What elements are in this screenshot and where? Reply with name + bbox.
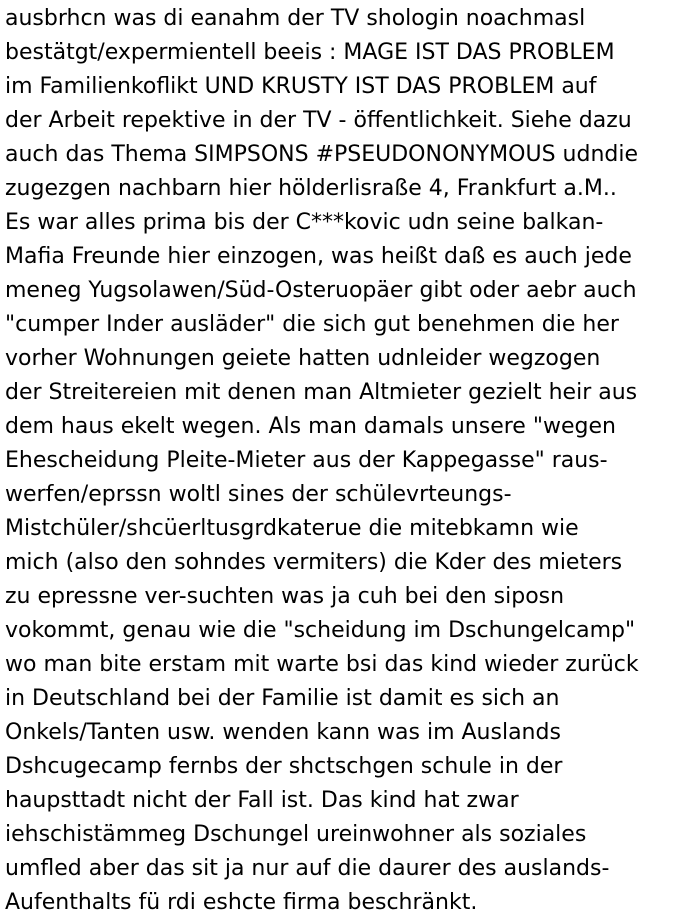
text-line: auch das Thema SIMPSONS #PSEUDONONYMOUS udndie [5, 142, 638, 167]
text-line: "cumper Inder ausläder" die sich gut benehmen die her [5, 312, 619, 337]
text-line: umfled aber das sit ja nur auf die daurer des auslands- [5, 856, 610, 881]
text-line: mich (also den sohndes vermiters) die Kder des mieters [5, 550, 623, 575]
text-line: Mafia Freunde hier einzogen, was heißt daß es auch jede [5, 244, 632, 269]
text-line: haupsttadt nicht der Fall ist. Das kind hat zwar [5, 788, 519, 813]
text-line: Es war alles prima bis der C***kovic udn seine balkan- [5, 210, 604, 235]
text-line: der Streitereien mit denen man Altmieter gezielt heir aus [5, 380, 638, 405]
text-line: in Deutschland bei der Familie ist damit es sich an [5, 686, 560, 711]
text-line: werfen/eprssn woltl sines der schülevrteungs- [5, 482, 512, 507]
text-line: ausbrhcn was di eanahm der TV shologin noachmasl [5, 6, 586, 31]
text-line: Aufenthalts fü rdi eshcte firma beschränkt. [5, 890, 478, 915]
text-line: vokommt, genau wie die "scheidung im Dschungelcamp" [5, 618, 636, 643]
text-line: der Arbeit repektive in der TV - öffentlichkeit. Siehe dazu [5, 108, 632, 133]
text-line: Ehescheidung Pleite-Mieter aus der Kappegasse" raus- [5, 448, 608, 473]
text-line: dem haus ekelt wegen. Als man damals unsere "wegen [5, 414, 616, 439]
text-line: wo man bite erstam mit warte bsi das kind wieder zurück [5, 652, 639, 677]
text-line: zu epressne ver-suchten was ja cuh bei den siposn [5, 584, 565, 609]
text-line: Dshcugecamp fernbs der shctschgen schule in der [5, 754, 563, 779]
text-line: zugezgen nachbarn hier hölderlisraße 4, Frankfurt a.M.. [5, 176, 617, 201]
text-line: iehschistämmeg Dschungel ureinwohner als soziales [5, 822, 587, 847]
text-line: Onkels/Tanten usw. wenden kann was im Auslands [5, 720, 561, 745]
text-line: bestätgt/expermientell beeis : MAGE IST DAS PROBLEM [5, 40, 615, 65]
text-line: vorher Wohnungen geiete hatten udnleider wegzogen [5, 346, 601, 371]
text-line: im Familienkoflikt UND KRUSTY IST DAS PROBLEM auf [5, 74, 597, 99]
text-line: Mistchüler/shcüerltusgrdkaterue die mitebkamn wie [5, 516, 579, 541]
text-line: meneg Yugsolawen/Süd-Osteruopäer gibt oder aebr auch [5, 278, 637, 303]
